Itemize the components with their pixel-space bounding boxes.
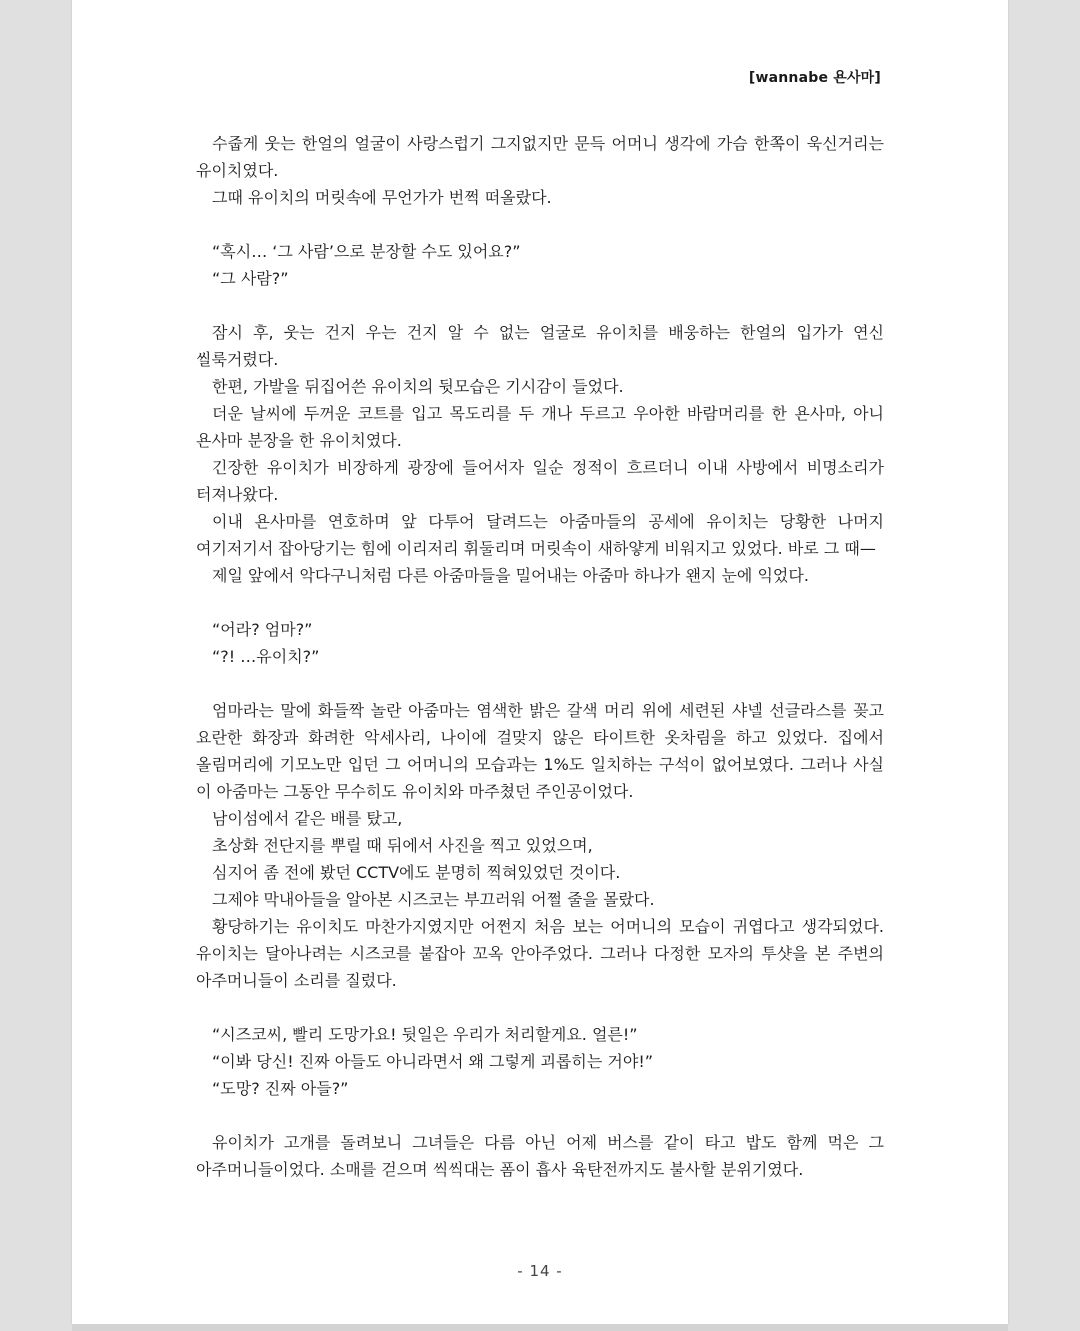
- page-number: - 14 -: [517, 1262, 563, 1280]
- dialogue-line: “이봐 당신! 진짜 아들도 아니라면서 왜 그렇게 괴롭히는 거야!”: [212, 1052, 654, 1071]
- page-bottom-edge: [72, 1324, 1008, 1331]
- viewer-right-margin: [1008, 0, 1080, 1331]
- paragraph: 그제야 막내아들을 알아본 시즈코는 부끄러워 어쩔 줄을 몰랐다.: [212, 890, 655, 909]
- paragraph: 남이섬에서 같은 배를 탔고,: [212, 809, 403, 828]
- blank-line: [196, 292, 884, 319]
- paragraph: 제일 앞에서 악다구니처럼 다른 아줌마들을 밀어내는 아줌마 하나가 왠지 눈에 익었다.: [212, 566, 809, 585]
- viewer-left-margin: [0, 0, 72, 1331]
- dialogue-line: “어라? 엄마?”: [212, 620, 313, 639]
- paragraph: 긴장한 유이치가 비장하게 광장에 들어서자 일순 정적이 흐르더니 이내 사방에서 비명소리가 터져나왔다.: [196, 458, 884, 504]
- running-header-title: [wannabe 욘사마]: [748, 70, 881, 86]
- blank-line: [196, 211, 884, 238]
- paragraph: 한편, 가발을 뒤집어쓴 유이치의 뒷모습은 기시감이 들었다.: [212, 377, 624, 396]
- dialogue-line: “혹시… ‘그 사람’으로 분장할 수도 있어요?”: [212, 242, 521, 261]
- paragraph: 더운 날씨에 두꺼운 코트를 입고 목도리를 두 개나 두르고 우아한 바람머리를 한 욘사마, 아니 욘사마 분장을 한 유이치였다.: [196, 404, 884, 450]
- dialogue-line: “도망? 진짜 아들?”: [212, 1079, 349, 1098]
- paragraph: 엄마라는 말에 화들짝 놀란 아줌마는 염색한 밝은 갈색 머리 위에 세련된 샤넬 선글라스를 꽂고 요란한 화장과 화려한 악세사리, 나이에 걸맞지 않은 타이트한 옷차림을 하고 있었다. 집에서 올림머리에 기모노만 입던 그 어머니의 모습과는 1%도 일치하는 구석이 없어보였다. 그러나 사실 이 아줌마는 그동안 무수히도 유이치와 마주쳤던 주인공이었다.: [196, 701, 884, 801]
- paragraph: 잠시 후, 웃는 건지 우는 건지 알 수 없는 얼굴로 유이치를 배웅하는 한얼의 입가가 연신 씰룩거렸다.: [196, 323, 884, 369]
- blank-line: [196, 1102, 884, 1129]
- body-text: [196, 130, 884, 1183]
- blank-line: [196, 994, 884, 1021]
- paragraph: 그때 유이치의 머릿속에 무언가가 번쩍 떠올랐다.: [212, 188, 552, 207]
- paragraph: 이내 욘사마를 연호하며 앞 다투어 달려드는 아줌마들의 공세에 유이치는 당황한 나머지 여기저기서 잡아당기는 힘에 이리저리 휘둘리며 머릿속이 새하얗게 비워지고 있었다. 바로 그 때—: [196, 512, 884, 558]
- document-page: [72, 0, 1008, 1324]
- paragraph: 심지어 좀 전에 봤던 CCTV에도 분명히 찍혀있었던 것이다.: [212, 863, 621, 882]
- blank-line: [196, 589, 884, 616]
- paragraph: 유이치가 고개를 돌려보니 그녀들은 다름 아닌 어제 버스를 같이 타고 밥도 함께 먹은 그 아주머니들이었다. 소매를 걷으며 씩씩대는 폼이 흡사 육탄전까지도 불사할 분위기였다.: [196, 1133, 884, 1179]
- dialogue-line: “시즈코씨, 빨리 도망가요! 뒷일은 우리가 처리할게요. 얼른!”: [212, 1025, 638, 1044]
- paragraph: 수줍게 웃는 한얼의 얼굴이 사랑스럽기 그지없지만 문득 어머니 생각에 가슴 한쪽이 욱신거리는 유이치였다.: [196, 134, 884, 180]
- dialogue-line: “그 사람?”: [212, 269, 289, 288]
- paragraph: 초상화 전단지를 뿌릴 때 뒤에서 사진을 찍고 있었으며,: [212, 836, 593, 855]
- paragraph: 황당하기는 유이치도 마찬가지였지만 어쩐지 처음 보는 어머니의 모습이 귀엽다고 생각되었다. 유이치는 달아나려는 시즈코를 붙잡아 꼬옥 안아주었다. 그러나 다정한 모자의 투샷을 본 주변의 아주머니들이 소리를 질렀다.: [196, 917, 884, 990]
- blank-line: [196, 670, 884, 697]
- dialogue-line: “?! …유이치?”: [212, 647, 320, 666]
